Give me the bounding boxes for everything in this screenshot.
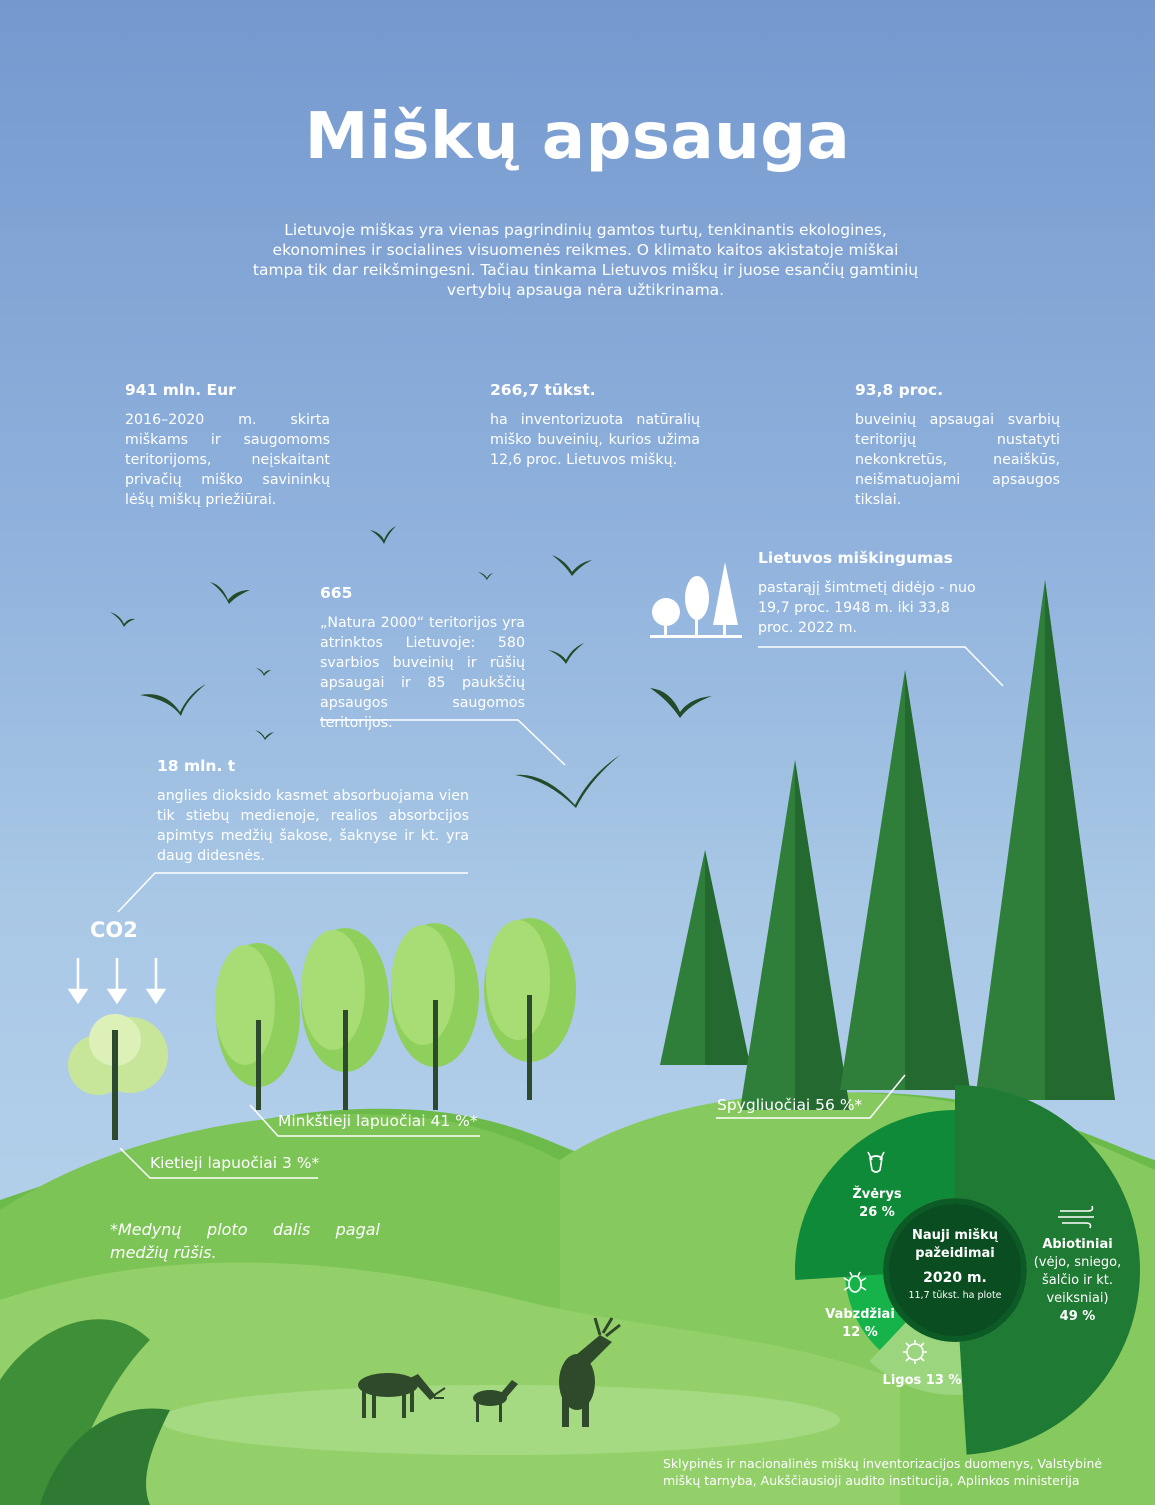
segment-pct: 12 % (842, 1325, 878, 1340)
co2-label: CO2 (90, 918, 138, 942)
segment-pct: 49 % (1059, 1309, 1096, 1324)
tree-trunk (343, 1010, 348, 1110)
segment-name: Žvėrys (852, 1187, 902, 1202)
stat-habitats (490, 380, 700, 470)
segment-pct: 13 % (925, 1373, 962, 1388)
bird-icon (256, 668, 271, 676)
conifer-trees (660, 580, 1115, 1110)
bird-icon (478, 572, 493, 580)
tree-crown (391, 925, 455, 1045)
deciduous-trees (68, 918, 576, 1140)
chart-center-year: 2020 m. (923, 1270, 987, 1286)
conifer-tree (795, 760, 850, 1110)
stat-heading: 941 mln. Eur (125, 381, 236, 399)
intro-text: Lietuvoje miškas yra vienas pagrindinių gamtos turtų, tenkinantis ekologines, ekonomines ir socialines visuomenės reikmes. O klimato kaitos akistatoje miškai tampa tik dar reikšmingesni. Tačiau tinkama Lietuvos miškų ir juose esančių gamtinių vertybių apsauga nėra užtikrinama. (252, 221, 919, 299)
stat-natura2000 (320, 583, 525, 733)
source-note: Sklypinės ir nacionalinės miškų inventorizacijos duomenys, Valstybinė miškų tarnyba, Aukščiausioji audito institucija, Aplinkos ministerija (663, 1456, 1103, 1488)
conifer-tree (705, 850, 750, 1065)
stat-text: buveinių apsaugai svarbių teritorijų nustatyti nekonkretūs, neaiškūs, neišmatuojami apsaugos tikslai. (855, 412, 1060, 508)
bird-icon (370, 526, 396, 544)
bird-icon (548, 643, 584, 664)
hard-deciduous-label: Kietieji lapuočiai 3 %* (150, 1154, 320, 1172)
stat-forest-cover (758, 548, 978, 638)
stat-heading: 93,8 proc. (855, 381, 944, 399)
bird-icon (140, 684, 206, 716)
tree-crown (301, 930, 365, 1050)
callout-line (758, 647, 1003, 686)
segment-detail: (vėjo, sniego, šalčio ir kt. veiksniai) (1033, 1255, 1122, 1306)
segment-abiotic-label (1030, 1236, 1125, 1326)
tree-crown (486, 920, 550, 1040)
stat-protection-goals (855, 380, 1060, 510)
bird-icon (255, 730, 274, 740)
stat-text: 2016–2020 m. skirta miškams ir saugomoms teritorijoms, neįskaitant privačių miško savininkų lėšų miškų priežiūrai. (125, 412, 330, 508)
bird-icon (515, 755, 620, 808)
stat-text: pastarąjį šimtmetį didėjo - nuo 19,7 proc. 1948 m. iki 33,8 proc. 2022 m. (758, 580, 976, 636)
stat-text: anglies dioksido kasmet absorbuojama vien tik stiebų medienoje, realios absorbcijos apimtys medžių šakose, šaknyse ir kt. yra daug didesnės. (157, 788, 469, 864)
conifer-tree (905, 670, 970, 1090)
bird-icon (650, 688, 712, 718)
bird-icon (552, 555, 592, 576)
segment-diseases-label (877, 1372, 967, 1390)
tree-crown (215, 945, 275, 1065)
callout-line (118, 873, 468, 912)
segment-name: Ligos (882, 1373, 922, 1388)
segment-pct: 26 % (859, 1205, 895, 1220)
stat-heading: 266,7 tūkst. (490, 381, 596, 399)
chart-center-label (890, 1227, 1020, 1305)
stat-heading: 18 mln. t (157, 757, 236, 775)
tree-trunk (112, 1030, 118, 1140)
stat-text: „Natura 2000“ teritorijos yra atrinktos Lietuvoje: 580 svarbios buveinių ir rūšių apsaugai ir 85 paukščių apsaugos saugomos teritorijos. (320, 615, 525, 731)
stat-heading: Lietuvos miškingumas (758, 549, 953, 567)
bird-icon (210, 582, 250, 604)
co2-arrows (70, 958, 164, 1002)
segment-animals-label (832, 1186, 922, 1222)
chart-center-title: Nauji miškų pažeidimai (912, 1228, 998, 1261)
stat-heading: 665 (320, 584, 353, 602)
stat-co2-absorption (157, 756, 469, 866)
stat-text: ha inventorizuota natūralių miško buveinių, kurios užima 12,6 proc. Lietuvos miškų. (490, 412, 700, 468)
conifer-tree (1045, 580, 1115, 1100)
bird-icon (110, 612, 135, 627)
tree-trunk (256, 1020, 261, 1110)
page-title: Miškų apsauga (304, 100, 851, 174)
segment-name: Abiotiniai (1042, 1237, 1113, 1252)
chart-center-sub: 11,7 tūkst. ha plote (908, 1290, 1002, 1301)
footnote: *Medynų ploto dalis pagal medžių rūšis. (110, 1220, 380, 1262)
forest-icon (650, 562, 742, 638)
tree-trunk (527, 995, 532, 1100)
conifer-label: Spygliuočiai 56 %* (717, 1096, 863, 1114)
segment-name: Vabzdžiai (825, 1307, 895, 1322)
tree-trunk (433, 1000, 438, 1110)
segment-insects-label (815, 1306, 905, 1342)
stat-budget (125, 380, 330, 510)
soft-deciduous-label: Minkštieji lapuočiai 41 %* (278, 1112, 478, 1130)
